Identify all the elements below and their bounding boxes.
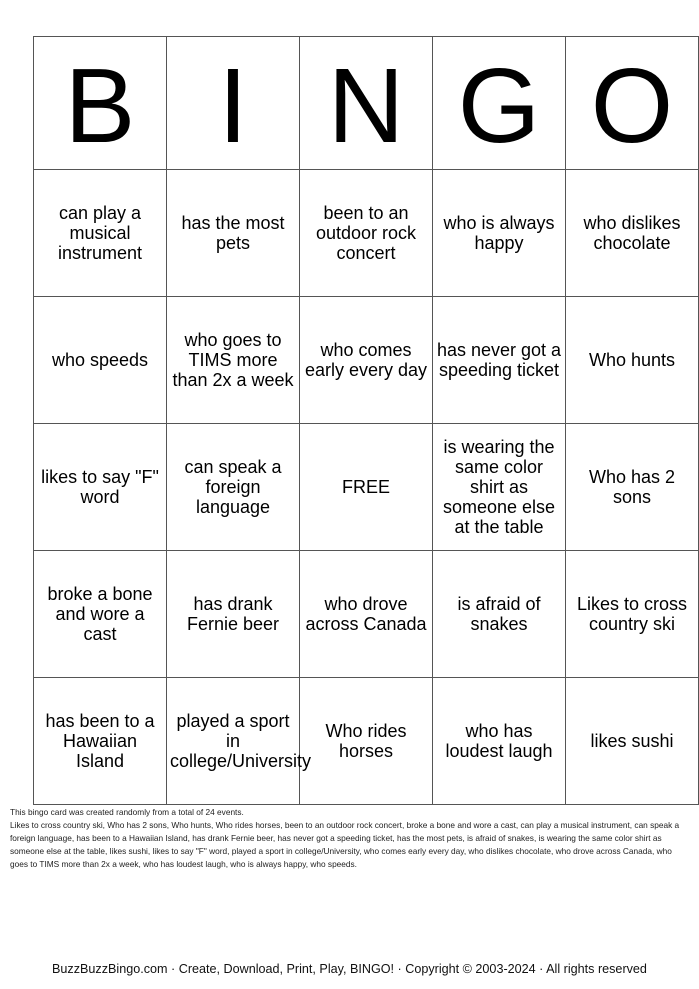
bingo-cell: can play a musical instrument — [34, 170, 167, 297]
bingo-card — [33, 36, 699, 805]
bingo-cell: who drove across Canada — [300, 551, 433, 678]
bingo-cell: played a sport in college/University — [167, 678, 300, 805]
free-space-cell: FREE — [300, 424, 433, 551]
bingo-cell: who comes early every day — [300, 297, 433, 424]
bingo-cell: is afraid of snakes — [433, 551, 566, 678]
bingo-cell: has drank Fernie beer — [167, 551, 300, 678]
header-letter-o: O — [566, 37, 699, 170]
bingo-cell: broke a bone and wore a cast — [34, 551, 167, 678]
header-letter-i: I — [167, 37, 300, 170]
footer-copyright: BuzzBuzzBingo.com · Create, Download, Print, Play, BINGO! · Copyright © 2003-2024 · All rights reserved — [52, 962, 647, 976]
bingo-cell: likes sushi — [566, 678, 699, 805]
card-description — [10, 806, 690, 871]
header-row — [34, 37, 699, 170]
description-intro: This bingo card was created randomly from a total of 24 events. — [10, 807, 244, 817]
header-letter-n: N — [300, 37, 433, 170]
bingo-cell: who is always happy — [433, 170, 566, 297]
bingo-cell: has never got a speeding ticket — [433, 297, 566, 424]
bingo-cell: can speak a foreign language — [167, 424, 300, 551]
description-events-list: Likes to cross country ski, Who has 2 sons, Who hunts, Who rides horses, been to an outdoor rock concert, broke a bone and wore a cast, can play a musical instrument, can speak a foreign language, has been to a Hawaiian Island, has drank Fernie beer, has never got a speeding ticket, has the most pets, is afraid of snakes, is wearing the same color shirt as someone else at the table, likes sushi, likes to say "F" word, played a sport in college/University, who comes early every day, who dislikes chocolate, who drove across Canada, who goes to TIMS more than 2x a week, who has loudest laugh, who is always happy, who speeds. — [10, 820, 680, 869]
bingo-cell: Who hunts — [566, 297, 699, 424]
card-row — [34, 297, 699, 424]
card-row — [34, 551, 699, 678]
bingo-cell: likes to say "F" word — [34, 424, 167, 551]
card-row — [34, 424, 699, 551]
card-row — [34, 678, 699, 805]
bingo-cell: who dislikes chocolate — [566, 170, 699, 297]
bingo-cell: Who has 2 sons — [566, 424, 699, 551]
bingo-cell: Likes to cross country ski — [566, 551, 699, 678]
header-letter-g: G — [433, 37, 566, 170]
card-row — [34, 170, 699, 297]
bingo-cell: who has loudest laugh — [433, 678, 566, 805]
bingo-cell: Who rides horses — [300, 678, 433, 805]
bingo-cell: is wearing the same color shirt as someone else at the table — [433, 424, 566, 551]
bingo-cell: who speeds — [34, 297, 167, 424]
bingo-cell: who goes to TIMS more than 2x a week — [167, 297, 300, 424]
header-letter-b: B — [34, 37, 167, 170]
bingo-cell: been to an outdoor rock concert — [300, 170, 433, 297]
bingo-cell: has the most pets — [167, 170, 300, 297]
bingo-cell: has been to a Hawaiian Island — [34, 678, 167, 805]
